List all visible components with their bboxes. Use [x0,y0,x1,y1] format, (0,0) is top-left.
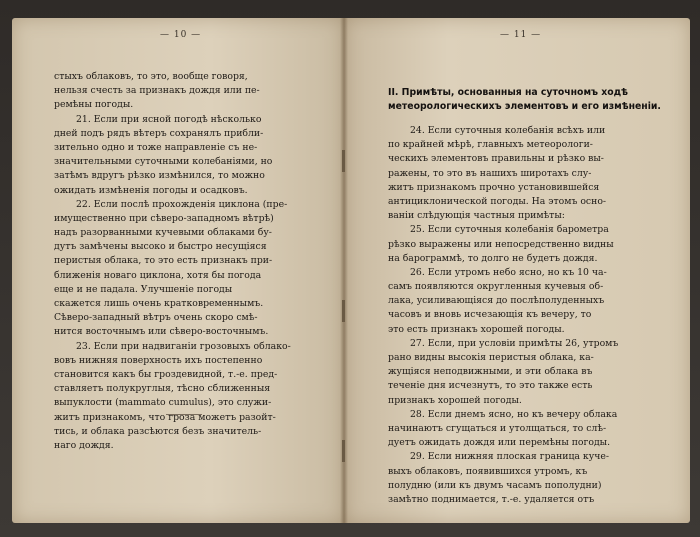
text-line: теченіе дня исчезнутъ, то это также есть [388,380,593,392]
text-line: жущіяся неподвижными, и эти облака въ [388,366,593,378]
text-line: часовъ и вновь исчезающія къ вечеру, то [388,309,592,321]
text-line: перистыя облака, то это есть признакъ при- [54,255,273,267]
text-line: нится восточнымъ или сѣверо-восточнымъ. [54,326,269,338]
text-line: ражены, то это въ нашихъ широтахъ слу- [388,167,592,179]
text-line: выхъ облаковъ, появившихся утромъ, къ [388,465,588,477]
left-page-text [54,70,291,453]
text-line: дутъ замѣчены высоко и быстро несущіяся [54,241,267,253]
text-line: ожидать измѣненія погоды и осадковъ. [54,184,248,196]
binding-stitch [342,440,345,462]
text-line: лака, усиливающіяся до послѣполуденныхъ [388,295,605,307]
text-line: антициклонической погоды. На этомъ осно- [388,195,607,207]
text-line: ставляетъ полукруглыя, тѣсно сближенныя [54,383,271,395]
text-line: имущественно при сѣверо-западномъ вѣтрѣ) [54,212,274,224]
text-line: вовъ нижняя поверхность ихъ постепенно [54,354,263,366]
text-line: житъ признакомъ прочно установившейся [388,181,600,193]
text-line: самъ появляются округленныя кучевыя об- [388,281,604,293]
section-end-rule [166,414,202,415]
text-line: надъ разорванными кучевыми облаками бу- [54,227,272,239]
text-line: 28. Если днемъ ясно, но къ вечеру облака [410,408,618,420]
text-line: это есть признакъ хорошей погоды. [388,323,565,335]
text-line: затѣмъ вдругъ рѣзко измѣнился, то можно [54,170,265,182]
text-line: 29. Если нижняя плоская граница куче- [410,451,610,463]
right-page-text [388,124,618,507]
heading-line: II. Примѣты, основанныя на суточномъ ходѣ [388,87,628,98]
text-line: стыхъ облаковъ, то это, вообще говоря, [54,71,248,82]
text-line: зительно одно и тоже направленіе съ не- [54,141,258,153]
text-line: ческихъ элементовъ правильны и рѣзко вы- [388,153,604,165]
text-line: значительными суточными колебаніями, но [54,156,273,168]
binding-stitch [342,300,345,322]
text-line: наго дождя. [54,439,114,451]
text-line: житъ признакомъ, что гроза можетъ разойт- [54,411,276,423]
heading-line: метеорологическихъ элементовъ и его измѣненіи. [388,101,661,112]
text-line: 26. Если утромъ небо ясно, но къ 10 ча- [410,266,607,278]
text-line: ремѣны погоды. [54,99,134,111]
binding-stitch [342,150,345,172]
text-line: полудню (или къ двумъ часамъ пополудни) [388,479,602,491]
text-line: нельзя счесть за признакъ дождя или пе- [54,85,260,97]
text-line: Сѣверо-западный вѣтръ очень скоро смѣ- [54,312,258,324]
text-line: выпуклости (mammato cumulus), это служи- [54,397,272,409]
text-line: становится какъ бы гроздевидной, т.-е. пред- [54,368,278,380]
text-line: ваніи слѣдующія частныя примѣты: [388,210,565,222]
text-line: скажется лишь очень кратковременнымъ. [54,298,264,309]
text-line: 25. Если суточныя колебанія барометра [410,224,609,236]
text-line: еще и не падала. Улучшеніе погоды [54,283,233,295]
text-line: по крайней мѣрѣ, главныхъ метеорологи- [388,139,593,151]
page-number-right: — 11 — [500,30,542,40]
text-line: дуетъ ожидать дождя или перемѣны погоды. [388,437,611,449]
text-line: тись, и облака разсѣются безъ значитель- [54,425,262,437]
text-line: 24. Если суточныя колебанія всѣхъ или [410,125,606,136]
text-line: 23. Если при надвиганіи грозовыхъ облако- [76,340,291,352]
text-line: рѣзко выражены или непосредственно видны [388,238,614,250]
text-line: 27. Если, при условіи примѣты 26, утромъ [410,337,619,349]
text-line: 22. Если послѣ прохожденія циклона (пре- [76,198,288,210]
page-number-left: — 10 — [160,30,202,40]
text-line: замѣтно поднимается, т.-е. удаляется отъ [388,493,595,505]
text-line: дней подъ рядъ вѣтеръ сохранялъ прибли- [54,127,264,139]
text-line: начинаютъ сгущаться и утолщаться, то слѣ- [388,422,607,434]
text-line: признакъ хорошей погоды. [388,394,522,406]
section-heading [388,86,661,114]
text-line: ближенія новаго циклона, хотя бы погода [54,269,262,281]
text-line: на барограммѣ, то долго не будетъ дождя. [388,252,598,264]
text-line: рано видны высокія перистыя облака, ка- [388,352,594,363]
text-line: 21. Если при ясной погодѣ нѣсколько [76,113,262,125]
